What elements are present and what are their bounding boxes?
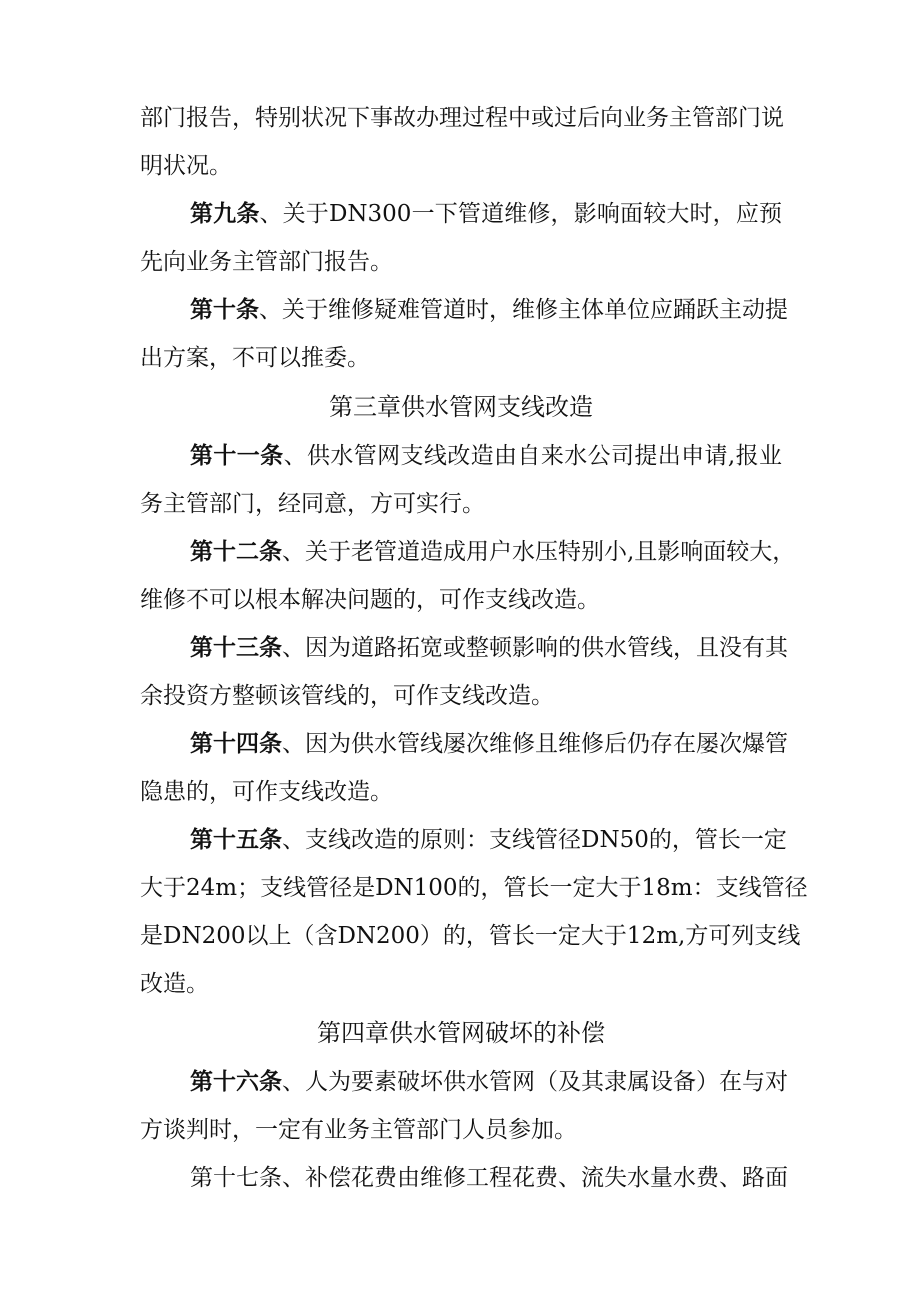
text-line: 大于24m；支线管径是DN100的，管长一定大于18m：支线管径 <box>140 875 808 901</box>
article-text: 、支线改造的原则：支线管径DN50的，管长一定 <box>282 827 787 853</box>
text-line: 隐患的，可作支线改造。 <box>140 779 393 805</box>
document-page <box>140 94 808 1202</box>
text-line: 出方案，不可以推委。 <box>140 345 370 371</box>
article-text: 、人为要素破坏供水管网（及其隶属设备）在与对 <box>282 1069 788 1095</box>
text-line: 务主管部门，经同意，方可实行。 <box>140 491 485 517</box>
chapter-3-heading: 第三章供水管网支线改造 <box>329 393 593 421</box>
text-line: 先向业务主管部门报告。 <box>140 249 393 275</box>
paragraph-continued <box>140 94 782 190</box>
text-line <box>140 286 788 334</box>
article-label: 第十六条 <box>190 1068 282 1095</box>
article-17 <box>140 1154 788 1202</box>
text-line: 余投资方整顿该管线的，可作支线改造。 <box>140 683 554 709</box>
article-text: 、供水管网支线改造由自来水公司提出申请,报业 <box>283 443 783 469</box>
article-text: 、因为道路拓宽或整顿影响的供水管线，且没有其 <box>282 635 788 661</box>
text-line: 方谈判时，一定有业务主管部门人员参加。 <box>140 1117 577 1143</box>
article-text: 、因为供水管线屡次维修且维修后仍存在屡次爆管 <box>282 731 788 757</box>
article-9 <box>140 190 782 286</box>
article-11 <box>140 432 782 528</box>
article-14 <box>140 720 788 816</box>
article-text: 、关于老管道造成用户水压特别小,且影响面较大， <box>282 539 796 565</box>
text-line: 明状况。 <box>140 153 232 179</box>
text-line: 第十七条、补偿花费由维修工程花费、流失水量水费、路面 <box>190 1165 788 1191</box>
article-12 <box>140 528 796 624</box>
text-line <box>140 816 787 864</box>
article-label: 第十二条 <box>190 538 282 565</box>
text-line <box>140 190 782 238</box>
article-label: 第十四条 <box>190 730 282 757</box>
text-line: 是DN200以上（含DN200）的，管长一定大于12m,方可列支线 <box>140 923 801 949</box>
article-text: 、关于DN300一下管道维修，影响面较大时，应预 <box>259 201 782 227</box>
article-label: 第十五条 <box>190 826 282 853</box>
text-line <box>140 624 788 672</box>
article-16 <box>140 1058 788 1154</box>
article-text: 、关于维修疑难管道时，维修主体单位应踊跃主动提 <box>259 297 788 323</box>
text-line <box>140 432 782 480</box>
text-line: 部门报告，特别状况下事故办理过程中或过后向业务主管部门说 <box>140 105 784 131</box>
article-10 <box>140 286 788 382</box>
text-line: 改造。 <box>140 971 209 997</box>
article-label: 第十一条 <box>190 442 284 469</box>
article-15 <box>140 816 808 1008</box>
article-label: 第十条 <box>190 296 259 323</box>
article-13 <box>140 624 788 720</box>
article-label: 第九条 <box>190 200 260 227</box>
text-line <box>140 528 796 576</box>
text-line: 维修不可以根本解决问题的，可作支线改造。 <box>140 587 600 613</box>
text-line <box>140 1058 788 1106</box>
article-label: 第十三条 <box>190 634 282 661</box>
chapter-4-heading: 第四章供水管网破坏的补偿 <box>317 1019 605 1047</box>
text-line <box>140 720 788 768</box>
